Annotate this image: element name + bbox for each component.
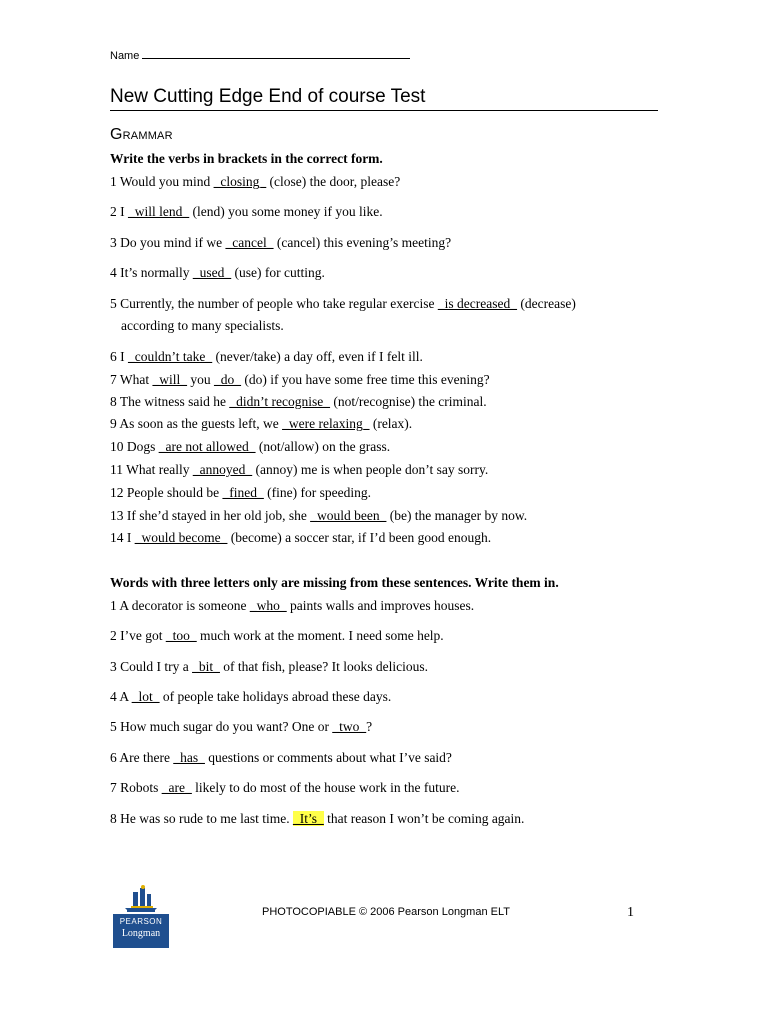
answer-blank[interactable]: _who_ bbox=[249, 598, 287, 613]
part1-item: 11 What really _annoyed_ (annoy) me is when people don’t say sorry. bbox=[110, 462, 489, 477]
part1-item: 9 As soon as the guests left, we _were relaxing_ (relax). bbox=[110, 416, 413, 431]
part1-item: 4 It’s normally _used_ (use) for cutting. bbox=[110, 265, 325, 280]
part2-item: 2 I’ve got _too_ much work at the moment. I need some help. bbox=[110, 628, 444, 643]
answer-blank[interactable]: _two_ bbox=[332, 719, 367, 734]
answer-blank-highlighted[interactable]: _It’s_ bbox=[292, 811, 324, 826]
answer-blank[interactable]: _closing_ bbox=[213, 174, 267, 189]
part1-item: 5 Currently, the number of people who take regular exercise _is decreased_ (decrease) bbox=[110, 296, 576, 311]
logo-text-bottom: Longman bbox=[121, 928, 161, 939]
logo-text-top: PEARSON bbox=[119, 917, 163, 926]
answer-blank[interactable]: _cancel_ bbox=[225, 235, 274, 250]
part1-item: 14 I _would become_ (become) a soccer star, if I’d been good enough. bbox=[110, 530, 492, 545]
part1-item5-continuation: according to many specialists. bbox=[121, 318, 284, 333]
part2-item: 3 Could I try a _bit_ of that fish, please? It looks delicious. bbox=[110, 659, 428, 674]
part2-item: 4 A _lot_ of people take holidays abroad these days. bbox=[110, 689, 392, 704]
name-label: Name bbox=[110, 50, 140, 62]
footer-copyright: PHOTOCOPIABLE © 2006 Pearson Longman ELT bbox=[262, 906, 510, 918]
part1-item: 6 I _couldn’t take_ (never/take) a day off, even if I felt ill. bbox=[110, 349, 423, 364]
part1-item: 8 The witness said he _didn’t recognise_ (not/recognise) the criminal. bbox=[110, 394, 487, 409]
answer-blank[interactable]: _are_ bbox=[161, 780, 192, 795]
part1-item: 2 I _will lend_ (lend) you some money if you like. bbox=[110, 204, 383, 219]
part2-item: 8 He was so rude to me last time. _It’s_ that reason I won’t be coming again. bbox=[110, 811, 525, 826]
logo-box bbox=[113, 914, 169, 948]
ship-icon bbox=[113, 884, 169, 916]
part1-item: 12 People should be _fined_ (fine) for speeding. bbox=[110, 485, 371, 500]
answer-blank[interactable]: _would been_ bbox=[310, 508, 387, 523]
answer-blank[interactable]: _has_ bbox=[173, 750, 205, 765]
part2-item: 1 A decorator is someone _who_ paints walls and improves houses. bbox=[110, 598, 475, 613]
answer-blank[interactable]: _would become_ bbox=[134, 530, 228, 545]
answer-blank[interactable]: _lot_ bbox=[131, 689, 160, 704]
answer-blank[interactable]: _annoyed_ bbox=[192, 462, 253, 477]
part1-item: 13 If she’d stayed in her old job, she _would been_ (be) the manager by now. bbox=[110, 508, 528, 523]
answer-blank[interactable]: _were relaxing_ bbox=[282, 416, 370, 431]
answer-blank[interactable]: _used_ bbox=[192, 265, 232, 280]
answer-blank[interactable]: _will_ bbox=[152, 372, 188, 387]
part1-instruction: Write the verbs in brackets in the correct form. bbox=[110, 151, 383, 166]
answer-blank[interactable]: _fined_ bbox=[222, 485, 264, 500]
answer-blank[interactable]: _couldn’t take_ bbox=[128, 349, 213, 364]
part1-item: 7 What _will_ you _do_ (do) if you have some free time this evening? bbox=[110, 372, 490, 387]
section-heading: Grammar bbox=[110, 126, 173, 143]
answer-blank[interactable]: _do_ bbox=[214, 372, 242, 387]
answer-blank[interactable]: _is decreased_ bbox=[437, 296, 517, 311]
name-blank-line[interactable] bbox=[142, 48, 410, 59]
pearson-longman-logo bbox=[113, 884, 169, 948]
answer-blank[interactable]: _will lend_ bbox=[128, 204, 190, 219]
answer-blank[interactable]: _didn’t recognise_ bbox=[229, 394, 330, 409]
name-field bbox=[110, 48, 410, 62]
part2-instruction: Words with three letters only are missing from these sentences. Write them in. bbox=[110, 575, 559, 590]
page-number: 1 bbox=[627, 905, 634, 920]
part2-item: 5 How much sugar do you want? One or _two_? bbox=[110, 719, 373, 734]
answer-blank[interactable]: _are not allowed_ bbox=[158, 439, 256, 454]
answer-blank[interactable]: _too_ bbox=[165, 628, 197, 643]
part1-item: 3 Do you mind if we _cancel_ (cancel) this evening’s meeting? bbox=[110, 235, 452, 250]
part2-item: 7 Robots _are_ likely to do most of the house work in the future. bbox=[110, 780, 460, 795]
part2-item: 6 Are there _has_ questions or comments about what I’ve said? bbox=[110, 750, 452, 765]
answer-blank[interactable]: _bit_ bbox=[192, 659, 220, 674]
part1-item: 1 Would you mind _closing_ (close) the door, please? bbox=[110, 174, 401, 189]
page-title: New Cutting Edge End of course Test bbox=[110, 85, 658, 111]
part1-item: 10 Dogs _are not allowed_ (not/allow) on the grass. bbox=[110, 439, 391, 454]
